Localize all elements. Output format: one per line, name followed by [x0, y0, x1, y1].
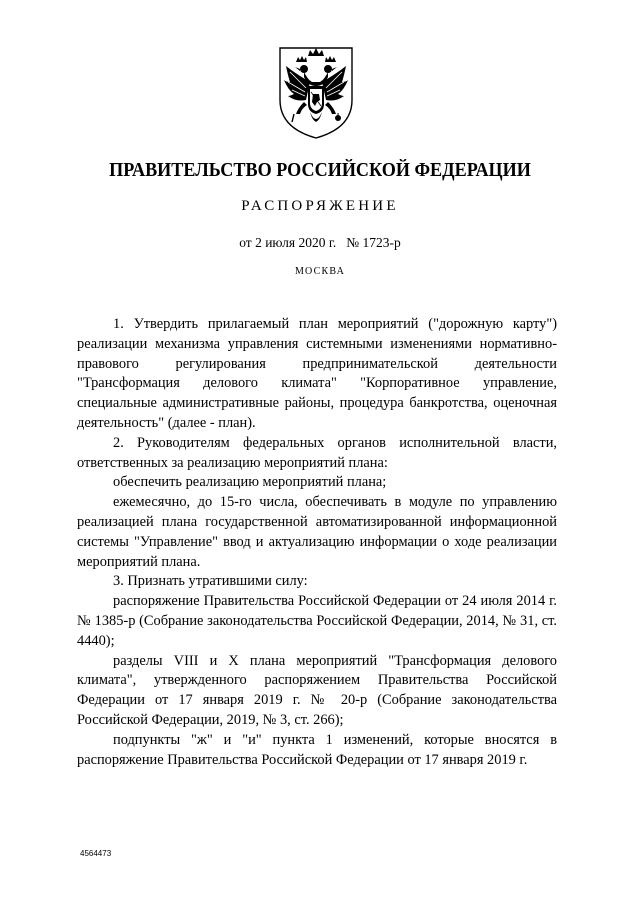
- document-body: [77, 315, 557, 770]
- paragraph: 2. Руководителям федеральных органов исполнительной власти, ответственных за реализацию мероприятий плана:: [77, 434, 557, 471]
- paragraph: 1. Утвердить прилагаемый план мероприятий ("дорожную карту") реализации механизма управления системными изменениями нормативно-правового регулирования предпринимательской деятельности "Трансформация делового климата" "Корпоративное управление, специальные административные районы, процедура банкротства, оценочная деятельность" (далее - план).: [77, 316, 557, 431]
- document-city: МОСКВА: [294, 266, 346, 277]
- document-date-line: [0, 235, 640, 251]
- paragraph: ежемесячно, до 15-го числа, обеспечивать в модуле по управлению реализацией плана государственной автоматизированной информационной системы "Управление" ввод и актуализацию информации о ходе реализации мероприятий плана.: [77, 494, 557, 570]
- paragraph: подпункты "ж" и "и" пункта 1 изменений, которые вносятся в распоряжение Правительства Российской Федерации от 17 января 2019 г.: [77, 731, 557, 768]
- government-title: ПРАВИТЕЛЬСТВО РОССИЙСКОЙ ФЕДЕРАЦИИ: [109, 160, 531, 181]
- document-date: от 2 июля 2020 г.: [239, 235, 337, 250]
- document-number: № 1723-р: [346, 235, 401, 250]
- paragraph: 3. Признать утратившими силу:: [113, 573, 308, 590]
- document-id: 4564473: [80, 849, 112, 858]
- paragraph: распоряжение Правительства Российской Федерации от 24 июля 2014 г. № 1385-р (Собрание законодательства Российской Федерации, 2014, № 31, ст. 4440);: [77, 593, 557, 649]
- document-type: РАСПОРЯЖЕНИЕ: [241, 198, 399, 214]
- paragraph: обеспечить реализацию мероприятий плана;: [113, 474, 387, 491]
- paragraph: разделы VIII и X плана мероприятий "Трансформация делового климата", утвержденного распоряжением Правительства Российской Федерации от 17 января 2019 г. № 20-р (Собрание законодательства Российской Федерации, 2019, № 3, ст. 266);: [77, 652, 557, 728]
- coat-of-arms-icon: [274, 42, 358, 142]
